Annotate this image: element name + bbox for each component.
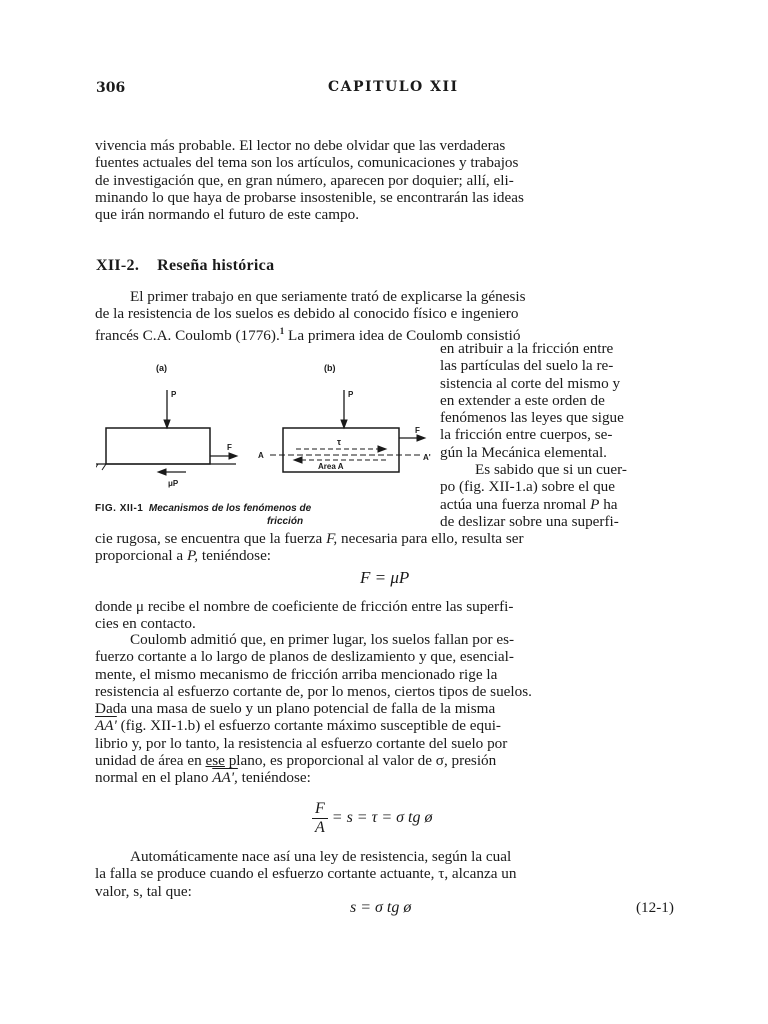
text-line: de la resistencia de los suelos es debido al conocido físico e ingeniero xyxy=(95,305,519,323)
text-span: ha xyxy=(599,495,618,513)
text-line: librio y, por lo tanto, la resistencia al esfuerzo cortante del suelo por xyxy=(95,734,508,752)
plane-label-a: A xyxy=(258,451,264,460)
text-span: teniéndose: xyxy=(237,769,311,787)
text-span: La primera idea de Coulomb consistió xyxy=(284,326,521,344)
tau-label: τ xyxy=(337,437,342,447)
arrowhead xyxy=(164,420,170,428)
text-line: fenómenos las leyes que sigue xyxy=(440,409,624,427)
text-span: proporcional a xyxy=(95,547,187,565)
text-line: vivencia más probable. El lector no debe olvidar que las verdaderas xyxy=(95,137,506,154)
text-line xyxy=(95,547,700,564)
text-span: necesaria para ello, resulta ser xyxy=(337,530,524,547)
text-line: fuerzo cortante a lo largo de planos de deslizamiento y que, esencial- xyxy=(95,648,514,666)
paragraph-1 xyxy=(95,288,700,344)
paragraph-5 xyxy=(95,848,700,900)
paragraph-4 xyxy=(95,631,700,787)
force-f-label-b: F xyxy=(415,426,420,435)
section-title: Reseña histórica xyxy=(157,257,275,274)
force-p-label-a: P xyxy=(171,390,177,399)
text-span: cie rugosa, se encuentra que la fuerza xyxy=(95,530,327,547)
intro-paragraph xyxy=(95,137,700,223)
paragraph-3 xyxy=(95,598,700,633)
hatch-mark xyxy=(96,464,98,470)
text-line: minando lo que haya de probarse insostenible, se encontrarán las ideas xyxy=(95,188,524,206)
text-line: que irán normando el futuro de este campo. xyxy=(95,206,360,224)
text-span: plano, es proporcional al valor de σ, presión xyxy=(224,752,497,770)
text-line: sistencia al corte del mismo y xyxy=(440,374,621,392)
text-line: de investigación que, en gran número, aparecen por doquier; allí, eli- xyxy=(95,171,514,189)
arrowhead xyxy=(341,420,347,428)
plane-aa: AA' xyxy=(95,717,117,735)
text-line: po (fig. XII-1.a) sobre el que xyxy=(440,478,616,496)
panel-b xyxy=(270,390,425,472)
text-span: (fig. XII-1.b) el esfuerzo cortante máximo susceptible de equi- xyxy=(116,717,501,735)
text-span: ese xyxy=(205,752,225,770)
equation-friction: F = μP xyxy=(360,568,410,587)
force-f-label-a: F xyxy=(227,443,232,452)
text-line: en atribuir a la fricción entre xyxy=(440,340,614,357)
text-line: Es sabido que si un cuer- xyxy=(475,461,627,479)
figure-label-a: (a) xyxy=(156,363,167,373)
text-line: mente, el mismo mecanismo de fricción arriba mencionado rige la xyxy=(95,665,498,683)
text-line: Dada una masa de suelo y un plano potencial de falla de la misma xyxy=(95,700,496,718)
variable-p: P xyxy=(590,495,600,513)
text-line: valor, s, tal que: xyxy=(95,882,192,900)
text-line: Coulomb admitió que, en primer lugar, los suelos fallan por es- xyxy=(130,631,515,648)
text-span: unidad de área en xyxy=(95,752,206,770)
text-span: actúa una fuerza nromal xyxy=(440,495,591,513)
text-line xyxy=(95,530,700,547)
caption-label: FIG. XII-1 xyxy=(95,503,144,514)
variable-p: P, xyxy=(186,547,199,565)
plane-label-a-prime: A' xyxy=(423,453,431,462)
caption-text: Mecanismos de los fenómenos de xyxy=(148,503,312,514)
section-number: XII-2. xyxy=(96,257,140,274)
arrowhead xyxy=(158,469,166,475)
numerator: F xyxy=(312,800,328,819)
running-head: CAPITULO XII xyxy=(328,79,459,95)
wrapped-text xyxy=(440,340,700,530)
equation-shear xyxy=(312,800,432,837)
text-line: las partículas del suelo la re- xyxy=(440,357,614,375)
text-line xyxy=(95,769,700,786)
text-line: El primer trabajo en que seriamente trató de explicarse la génesis xyxy=(130,288,526,305)
arrowhead xyxy=(417,435,425,441)
arrowhead xyxy=(378,446,386,452)
plane-aa: AA', xyxy=(212,769,238,787)
arrowhead xyxy=(229,453,237,459)
text-line xyxy=(95,717,700,734)
figure-label-b: (b) xyxy=(324,363,336,373)
text-line xyxy=(440,496,700,513)
text-line xyxy=(95,752,700,769)
text-line: de deslizar sobre una superfi- xyxy=(440,512,619,530)
text-line: resistencia al esfuerzo cortante de, por lo menos, ciertos tipos de suelos. xyxy=(95,682,532,700)
text-span: francés C.A. Coulomb (1776). xyxy=(95,326,280,344)
section-heading xyxy=(96,257,274,275)
text-line: la falla se produce cuando el esfuerzo cortante actuante, τ, alcanza un xyxy=(95,865,517,883)
text-line: gún la Mecánica elemental. xyxy=(440,443,607,461)
equation-rest: = s = τ = σ tg ø xyxy=(331,809,433,827)
text-line: la fricción entre cuerpos, se- xyxy=(440,426,613,444)
text-line: fuentes actuales del tema son los artículos, comunicaciones y trabajos xyxy=(95,154,519,172)
text-span: normal en el plano xyxy=(95,769,213,787)
force-p-label-b: P xyxy=(348,390,354,399)
panel-a xyxy=(96,390,237,475)
text-span: teniéndose: xyxy=(198,547,272,565)
text-line: cies en contacto. xyxy=(95,615,196,633)
variable-f: F, xyxy=(326,530,338,547)
equation-coulomb: s = σ tg ø xyxy=(350,899,412,916)
text-line: en extender a este orden de xyxy=(440,391,605,409)
friction-label: μP xyxy=(168,479,179,488)
area-label: Area A xyxy=(318,462,344,471)
caption-text: fricción xyxy=(266,516,304,527)
page-number: 306 xyxy=(96,80,126,96)
denominator: A xyxy=(315,819,325,836)
equation-number: (12-1) xyxy=(636,899,674,916)
footnote-ref: 1 xyxy=(279,325,285,336)
text-line: donde μ recibe el nombre de coeficiente de fricción entre las superfi- xyxy=(95,598,514,615)
fraction xyxy=(312,800,328,837)
text-line: Automáticamente nace así una ley de resistencia, según la cual xyxy=(130,848,512,865)
hatch-mark xyxy=(102,464,106,470)
arrowhead xyxy=(294,457,302,463)
paragraph-2 xyxy=(95,530,700,565)
block-a xyxy=(106,428,210,464)
figure-caption xyxy=(95,502,440,528)
